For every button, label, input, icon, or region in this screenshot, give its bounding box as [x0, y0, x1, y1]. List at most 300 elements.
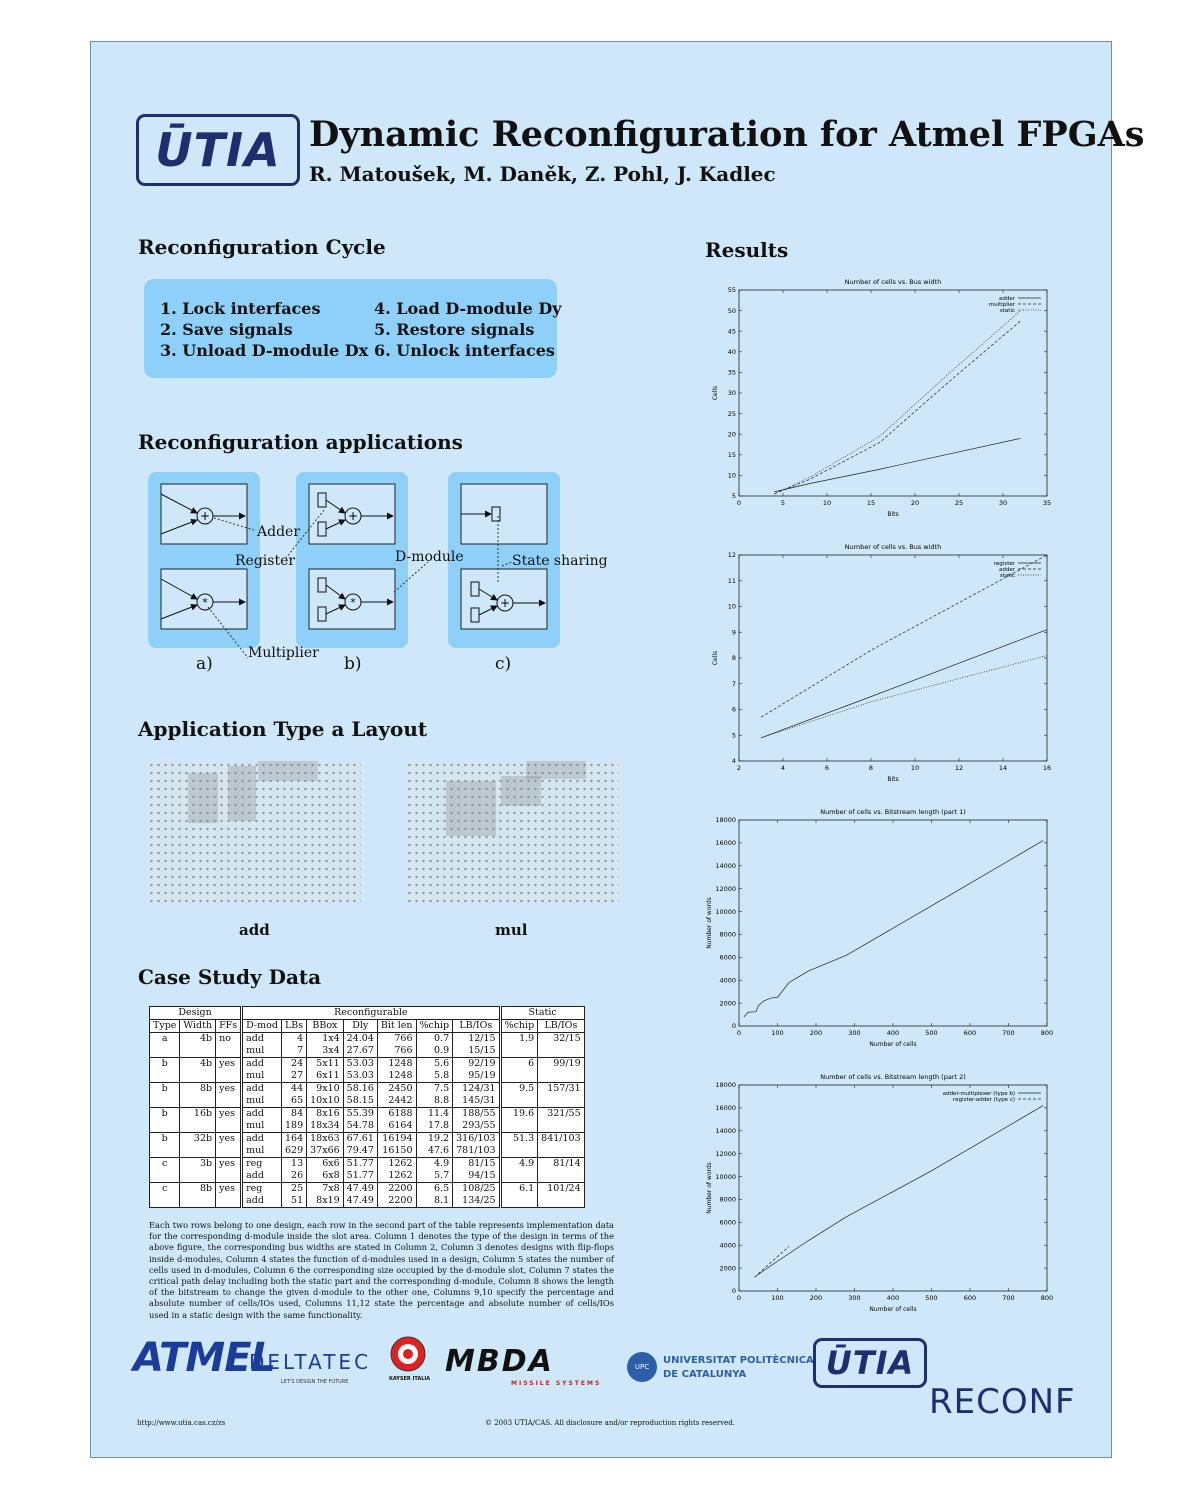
table-cell	[216, 1045, 242, 1058]
table-cell: no	[219, 1033, 231, 1044]
table-cell: 47.6	[416, 1145, 453, 1158]
table-cell: 6x6	[307, 1158, 344, 1171]
table-cell	[216, 1195, 242, 1208]
series-line	[756, 1106, 1043, 1277]
chart-cells-vs-bus-width-2	[699, 535, 1071, 791]
section-heading-case-study: Case Study Data	[138, 965, 322, 989]
table-cell	[538, 1145, 584, 1158]
table-cell: 3b	[180, 1158, 216, 1171]
x-tick-label: 700	[1002, 1294, 1015, 1302]
table-cell	[500, 1170, 538, 1183]
table-row	[150, 1195, 585, 1208]
x-tick-label: 600	[963, 1029, 977, 1037]
table-cell: add	[242, 1058, 282, 1071]
table-cell: yes	[216, 1158, 242, 1171]
layout-add-label: add	[239, 921, 270, 939]
y-tick-label: 4000	[719, 1241, 736, 1250]
table-cell: add	[242, 1083, 282, 1096]
x-tick-label: 800	[1040, 1029, 1054, 1037]
table-cell: 32/15	[553, 1033, 581, 1044]
table-cell	[500, 1120, 538, 1133]
x-tick-label: 400	[886, 1029, 900, 1037]
table-cell: c	[150, 1158, 180, 1171]
table-cell: 1x4	[307, 1033, 344, 1046]
table-row	[150, 1070, 585, 1083]
table-cell: 8.8	[416, 1095, 453, 1108]
table-cell: 65	[281, 1095, 306, 1108]
table-cell	[150, 1145, 180, 1158]
x-tick-label: 500	[925, 1294, 938, 1302]
table-cell	[150, 1095, 180, 1108]
legend-label: adder	[999, 296, 1015, 302]
section-heading-cycle: Reconfiguration Cycle	[138, 235, 386, 259]
x-tick-label: 15	[866, 499, 876, 507]
table-cell: mul	[242, 1120, 282, 1133]
table-cell: 9x10	[307, 1083, 344, 1096]
column-header: Bit len	[377, 1020, 416, 1033]
table-cell: 1248	[377, 1070, 416, 1083]
table-cell: 145/31	[462, 1095, 496, 1106]
case-study-table-wrap	[149, 1006, 585, 1208]
y-tick-label: 30	[727, 389, 736, 398]
label-state-sharing: State sharing	[512, 553, 608, 569]
series-line	[774, 438, 1020, 492]
chart-svg	[699, 800, 1071, 1056]
table-cell: b	[150, 1058, 180, 1071]
column-header: LB/IOs	[538, 1020, 584, 1033]
table-cell: a	[150, 1033, 180, 1046]
table-cell: mul	[242, 1095, 282, 1108]
y-tick-label: 10	[727, 471, 736, 480]
table-cell: add	[242, 1170, 282, 1183]
table-cell: add	[242, 1195, 282, 1208]
table-cell: b	[150, 1133, 180, 1146]
table-cell: yes	[216, 1058, 242, 1071]
group-header: Static	[500, 1007, 584, 1020]
x-tick-label: 8	[868, 764, 874, 772]
table-cell: 11.4	[416, 1108, 453, 1121]
footer-copyright: © 2003 UTIA/CAS. All disclosure and/or reproduction rights reserved.	[485, 1419, 736, 1427]
table-cell: 841/103	[538, 1133, 584, 1146]
table-cell	[216, 1120, 242, 1133]
table-row	[150, 1133, 585, 1146]
y-axis-label: Cells	[712, 650, 719, 666]
label-multiplier: Multiplier	[248, 645, 319, 661]
table-cell	[180, 1145, 216, 1158]
x-axis-label: Bits	[887, 776, 899, 783]
y-tick-label: 0	[731, 1022, 736, 1031]
x-tick-label: 200	[809, 1029, 823, 1037]
table-cell: 24.04	[343, 1033, 377, 1046]
y-tick-label: 5	[731, 492, 736, 501]
table-cell: 51	[281, 1195, 306, 1208]
atmel-logo: ATMEL	[133, 1335, 276, 1381]
table-cell: 5.6	[416, 1058, 453, 1071]
table-cell: 766	[377, 1033, 416, 1046]
table-cell: 0.9	[416, 1045, 453, 1058]
x-tick-label: 300	[848, 1029, 861, 1037]
table-cell: 7	[281, 1045, 306, 1058]
y-tick-label: 18000	[715, 816, 736, 825]
x-tick-label: 600	[963, 1294, 977, 1302]
chart-title: Number of cells vs. Bus width	[844, 543, 942, 551]
y-tick-label: 35	[727, 368, 736, 377]
table-cell: 6.1	[500, 1183, 538, 1196]
table-cell	[538, 1070, 584, 1083]
plot-frame	[739, 290, 1047, 496]
group-header: Reconfigurable	[242, 1007, 500, 1020]
x-tick-label: 30	[998, 499, 1008, 507]
table-cell	[500, 1195, 538, 1208]
table-cell: 629	[281, 1145, 306, 1158]
table-cell: 4.9	[500, 1158, 538, 1171]
table-cell	[216, 1170, 242, 1183]
table-cell: yes	[216, 1083, 242, 1096]
table-cell: 51.77	[343, 1158, 377, 1171]
svg-text:+: +	[347, 509, 359, 523]
table-cell: 47.49	[343, 1195, 377, 1208]
y-tick-label: 18000	[715, 1081, 736, 1090]
table-row	[150, 1083, 585, 1096]
y-axis-label: Number of words	[706, 1162, 713, 1214]
x-tick-label: 35	[1042, 499, 1052, 507]
table-cell: add	[242, 1133, 282, 1146]
column-header: BBox	[307, 1020, 344, 1033]
upc-name-line2: DE CATALUNYA	[663, 1369, 747, 1380]
table-cell: 19.6	[500, 1108, 538, 1121]
y-tick-label: 5	[731, 731, 736, 740]
y-axis-label: Number of words	[706, 897, 713, 949]
x-tick-label: 4	[780, 764, 786, 772]
deltatec-tagline: LET'S DESIGN THE FUTURE	[281, 1379, 349, 1385]
label-dmodule: D-module	[395, 549, 464, 565]
table-cell: 18x34	[307, 1120, 344, 1133]
table-cell: 108/25	[453, 1183, 500, 1196]
table-cell	[500, 1045, 538, 1058]
poster	[90, 41, 1145, 1458]
table-cell: 51.3	[500, 1133, 538, 1146]
table-row	[150, 1095, 585, 1108]
utia-logo-footer: ŪTIA	[813, 1338, 927, 1388]
legend-label: static	[999, 573, 1015, 579]
y-tick-label: 8000	[719, 1195, 736, 1204]
section-heading-applications: Reconfiguration applications	[138, 430, 463, 454]
table-cell: 16194	[377, 1133, 416, 1146]
table-cell: 16150	[377, 1145, 416, 1158]
table-cell: 7x8	[307, 1183, 344, 1196]
y-tick-label: 12000	[715, 1149, 736, 1158]
table-cell: 1262	[377, 1170, 416, 1183]
table-cell	[538, 1045, 584, 1058]
chart-cells-vs-bus-width-1	[699, 270, 1071, 526]
table-cell: mul	[242, 1070, 282, 1083]
table-cell: 7.5	[416, 1083, 453, 1096]
chart-title: Number of cells vs. Bitstream length (part 2)	[820, 1073, 966, 1081]
x-tick-label: 5	[780, 499, 786, 507]
table-cell: 58.15	[343, 1095, 377, 1108]
y-tick-label: 6000	[719, 953, 736, 962]
table-cell: add	[242, 1033, 282, 1046]
table-cell: 4b	[180, 1033, 216, 1046]
table-cell	[180, 1120, 216, 1133]
x-tick-label: 25	[954, 499, 964, 507]
column-header: Dly	[343, 1020, 377, 1033]
kayser-emblem-icon	[390, 1336, 426, 1374]
label-register: Register	[235, 553, 296, 569]
table-cell: 4.9	[416, 1158, 453, 1171]
y-tick-label: 12000	[715, 884, 736, 893]
table-cell	[216, 1095, 242, 1108]
cycle-step: 5. Restore signals	[374, 320, 535, 339]
x-tick-label: 16	[1042, 764, 1052, 772]
label-b: b)	[344, 654, 362, 674]
table-row	[150, 1183, 585, 1196]
table-row	[150, 1158, 585, 1171]
layout-mul-image	[406, 761, 619, 904]
table-cell: 157/31	[538, 1083, 584, 1096]
y-tick-label: 25	[727, 409, 736, 418]
x-axis-label: Bits	[887, 511, 899, 518]
table-cell: 99/19	[538, 1058, 584, 1071]
column-header: Type	[150, 1020, 180, 1033]
series-line	[744, 841, 1043, 1017]
legend-label: multiplier	[988, 302, 1015, 308]
y-tick-label: 10000	[715, 1172, 736, 1181]
case-study-table	[149, 1006, 585, 1208]
column-header: FFs	[216, 1020, 242, 1033]
x-tick-label: 500	[925, 1029, 938, 1037]
table-cell	[500, 1070, 538, 1083]
y-tick-label: 9	[731, 628, 736, 637]
y-tick-label: 15	[727, 451, 736, 459]
legend-label: adder-multiplexer (type b)	[942, 1091, 1015, 1097]
table-cell: 95/19	[468, 1070, 496, 1081]
table-cell: 94/15	[468, 1170, 496, 1181]
layout-mul-label: mul	[495, 921, 528, 939]
column-header: D-mod	[242, 1020, 282, 1033]
table-cell: 6	[500, 1058, 538, 1071]
y-tick-label: 20	[727, 430, 736, 439]
y-tick-label: 8000	[719, 930, 736, 939]
table-row	[150, 1120, 585, 1133]
group-header: Design	[150, 1007, 242, 1020]
table-cell: mul	[242, 1045, 282, 1058]
upc-badge-icon: UPC	[627, 1352, 657, 1382]
table-cell	[180, 1195, 216, 1208]
table-cell: 8x16	[307, 1108, 344, 1121]
y-tick-label: 8	[731, 654, 736, 663]
svg-text:+: +	[199, 509, 211, 523]
table-cell: 188/55	[453, 1108, 500, 1121]
x-tick-label: 10	[910, 764, 920, 772]
table-cell	[180, 1095, 216, 1108]
table-cell: 81/15	[453, 1158, 500, 1171]
table-cell	[216, 1145, 242, 1158]
mbda-logo: MBDA	[445, 1344, 554, 1379]
table-caption: Each two rows belong to one design, each row in the second part of the table represents implementation data for the corresponding d-module inside the slot area. Column 1 denotes the type of the design in terms of the above figure, the corresponding bus widths are stated in Column 2, Column 3 denotes designs with flip-flops inside d-modules, Column 4 states the function of d-modules used in a design, Column 5 states the number of cells used in d-modules, Column 6 the corresponding size occupied by the d-module slot, Column 7 states the critical path delay including both the static part and the corresponding d-module, Column 8 shows the length of the bitstream to change the given d-module to the other one, Columns 9,10 specify the percentage and absolute number of cells/IOs used, Columns 11,12 state the percentage and absolute number of cells/IOs used in a static design with the same functionality.	[149, 1220, 614, 1320]
table-cell: 8b	[180, 1183, 216, 1196]
y-tick-label: 7	[731, 679, 736, 688]
table-cell: 10x10	[307, 1095, 344, 1108]
table-cell: 54.78	[343, 1120, 377, 1133]
table-cell: 1.9	[500, 1033, 538, 1046]
table-cell: yes	[216, 1183, 242, 1196]
label-adder: Adder	[257, 524, 301, 540]
table-cell: 316/103	[453, 1133, 500, 1146]
table-cell: 2450	[377, 1083, 416, 1096]
table-cell: 12/15	[468, 1033, 496, 1044]
applications-diagram	[136, 462, 626, 682]
table-cell: yes	[216, 1133, 242, 1146]
table-cell: 1262	[377, 1158, 416, 1171]
table-cell	[538, 1170, 584, 1183]
x-tick-label: 0	[736, 1029, 742, 1037]
x-tick-label: 700	[1002, 1029, 1015, 1037]
table-cell: 6x11	[307, 1070, 344, 1083]
column-header: %chip	[500, 1020, 538, 1033]
table-cell: 5.7	[416, 1170, 453, 1183]
table-cell: 79.47	[343, 1145, 377, 1158]
column-header: LB/IOs	[453, 1020, 500, 1033]
x-tick-label: 10	[822, 499, 832, 507]
table-cell: 37x66	[307, 1145, 344, 1158]
table-cell: 92/19	[453, 1058, 500, 1071]
x-tick-label: 0	[736, 1294, 742, 1302]
x-tick-label: 800	[1040, 1294, 1054, 1302]
x-tick-label: 20	[910, 499, 920, 507]
y-tick-label: 45	[727, 327, 736, 336]
chart-svg	[699, 270, 1071, 526]
table-cell: 18x63	[307, 1133, 344, 1146]
table-cell: 81/14	[538, 1158, 584, 1171]
mbda-tagline: MISSILE SYSTEMS	[511, 1380, 602, 1387]
y-tick-label: 0	[731, 1287, 736, 1296]
x-axis-label: Number of cells	[869, 1306, 917, 1313]
x-axis-label: Number of cells	[869, 1041, 917, 1048]
table-cell	[538, 1195, 584, 1208]
column-header: %chip	[416, 1020, 453, 1033]
y-tick-label: 14000	[715, 1126, 736, 1135]
layout-add-image	[148, 761, 361, 904]
legend-label: static	[999, 308, 1015, 314]
table-cell	[538, 1120, 584, 1133]
y-tick-label: 4000	[719, 976, 736, 985]
x-tick-label: 12	[954, 764, 964, 772]
y-tick-label: 2000	[719, 999, 736, 1008]
table-cell: 16b	[180, 1108, 216, 1121]
footer-url[interactable]: http://www.utia.cas.cz/zs	[137, 1419, 226, 1427]
table-cell: 27	[281, 1070, 306, 1083]
table-cell: 189	[281, 1120, 306, 1133]
table-cell: 6188	[377, 1108, 416, 1121]
y-tick-label: 40	[727, 348, 736, 356]
table-cell: 321/55	[538, 1108, 584, 1121]
legend-label: adder	[999, 567, 1015, 573]
table-cell: 47.49	[343, 1183, 377, 1196]
x-tick-label: 0	[736, 499, 742, 507]
table-cell	[150, 1045, 180, 1058]
table-cell: 0.7	[416, 1033, 453, 1046]
table-cell: 3x4	[307, 1045, 344, 1058]
table-cell: 5x11	[307, 1058, 344, 1071]
table-cell	[500, 1145, 538, 1158]
table-cell: b	[150, 1083, 180, 1096]
reconf-logo: RECONF	[929, 1382, 1076, 1422]
y-tick-label: 16000	[715, 839, 736, 848]
authors: R. Matoušek, M. Daněk, Z. Pohl, J. Kadlec	[309, 162, 776, 186]
table-cell: 124/31	[453, 1083, 500, 1096]
table-cell: b	[150, 1108, 180, 1121]
cycle-step: 6. Unlock interfaces	[374, 341, 555, 360]
chart-svg	[699, 535, 1071, 791]
table-cell	[500, 1095, 538, 1108]
upc-name-line1: UNIVERSITAT POLITÈCNICA	[663, 1355, 814, 1366]
y-tick-label: 10	[727, 602, 736, 611]
table-cell	[538, 1095, 584, 1108]
poster-title: Dynamic Reconfiguration for Atmel FPGAs	[309, 114, 1145, 155]
table-cell: yes	[216, 1108, 242, 1121]
kayser-label: KAYSER ITALIA	[389, 1376, 431, 1382]
series-line	[774, 321, 1020, 494]
utia-logo: ŪTIA	[136, 114, 300, 186]
plot-frame	[739, 820, 1047, 1026]
chart-svg	[699, 1065, 1071, 1321]
x-tick-label: 6	[824, 764, 830, 772]
table-cell: 1248	[377, 1058, 416, 1071]
y-tick-label: 14000	[715, 861, 736, 870]
svg-text:*: *	[350, 596, 356, 609]
table-cell	[150, 1170, 180, 1183]
y-tick-label: 11	[727, 576, 736, 585]
y-tick-label: 6	[731, 705, 736, 714]
table-row	[150, 1045, 585, 1058]
table-cell: 67.61	[343, 1133, 377, 1146]
series-line	[761, 655, 1047, 737]
legend-label: register-adder (type c)	[953, 1097, 1015, 1103]
chart-bitstream-part-2	[699, 1065, 1071, 1321]
table-cell: 766	[377, 1045, 416, 1058]
table-row	[150, 1033, 585, 1046]
table-cell: 2200	[377, 1183, 416, 1196]
table-cell	[150, 1120, 180, 1133]
x-tick-label: 200	[809, 1294, 823, 1302]
table-cell	[180, 1170, 216, 1183]
x-tick-label: 100	[771, 1029, 784, 1037]
table-cell: 26	[281, 1170, 306, 1183]
y-tick-label: 4	[731, 757, 736, 766]
table-cell: 101/24	[538, 1183, 584, 1196]
table-cell: mul	[242, 1145, 282, 1158]
y-tick-label: 10000	[715, 907, 736, 916]
y-tick-label: 2000	[719, 1264, 736, 1273]
cycle-step: 2. Save signals	[160, 320, 293, 339]
table-cell: 24	[281, 1058, 306, 1071]
table-cell: 8b	[180, 1083, 216, 1096]
column-header: Width	[180, 1020, 216, 1033]
table-cell: 781/103	[456, 1145, 496, 1156]
table-cell: 5.8	[416, 1070, 453, 1083]
legend-label: register	[993, 561, 1015, 567]
chart-title: Number of cells vs. Bus width	[844, 278, 942, 286]
table-cell	[180, 1045, 216, 1058]
table-cell: 53.03	[343, 1070, 377, 1083]
cycle-step: 1. Lock interfaces	[160, 299, 321, 318]
table-cell: 4	[281, 1033, 306, 1046]
table-cell: 27.67	[343, 1045, 377, 1058]
table-cell: 4b	[180, 1058, 216, 1071]
table-cell: 2200	[377, 1195, 416, 1208]
cycle-box	[144, 279, 562, 378]
